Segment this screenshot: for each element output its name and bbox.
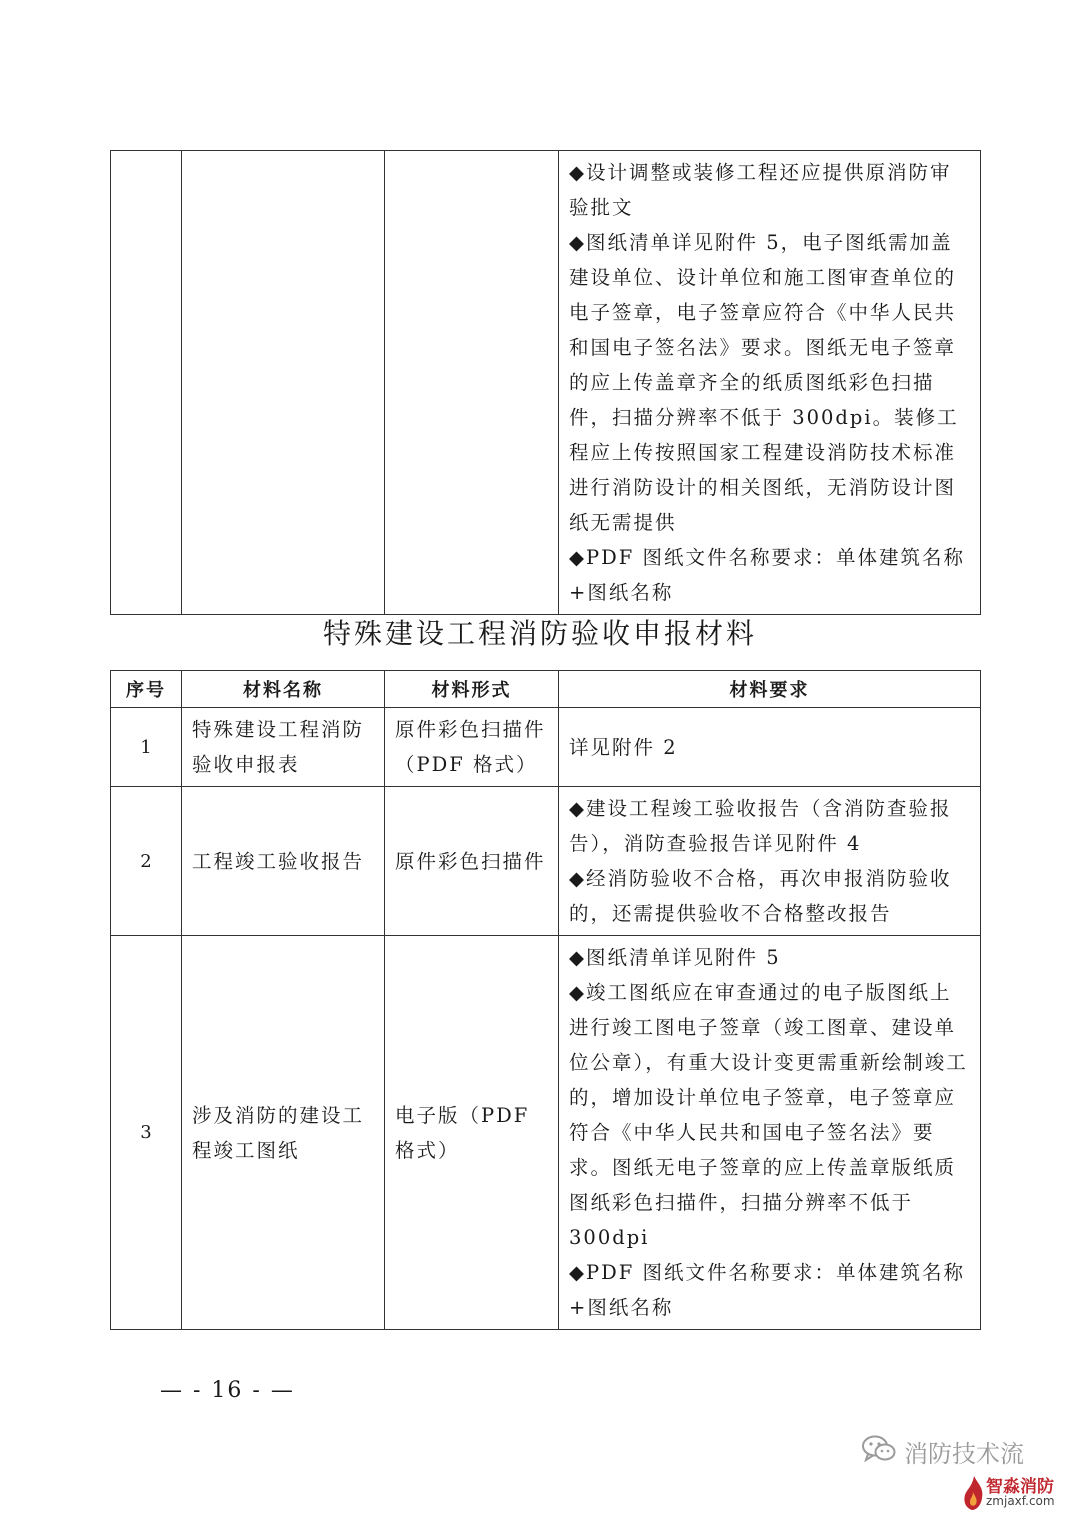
table-row	[111, 151, 981, 615]
table-row	[111, 787, 981, 936]
requirements-cell	[559, 787, 981, 936]
requirement-item: ◆PDF 图纸文件名称要求：单体建筑名称+图纸名称	[569, 546, 965, 604]
table-cell	[385, 151, 559, 615]
site-logo	[960, 1466, 1070, 1518]
requirement-item: ◆建设工程竣工验收报告（含消防查验报告），消防查验报告详见附件 4	[569, 797, 952, 855]
materials-table	[110, 670, 981, 1330]
material-name: 特殊建设工程消防验收申报表	[182, 708, 385, 787]
section-title: 特殊建设工程消防验收申报材料	[322, 617, 757, 650]
column-header-requirements: 材料要求	[559, 671, 981, 708]
requirement-item: ◆图纸清单详见附件 5	[569, 946, 781, 969]
material-form: 原件彩色扫描件（PDF 格式）	[385, 708, 559, 787]
requirement-item: ◆竣工图纸应在审查通过的电子版图纸上进行竣工图电子签章（竣工图章、建设单位公章），有重大设计变更需重新绘制竣工的，增加设计单位电子签章，电子签章应符合《中华人民共和国电子签名法》要求。图纸无电子签章的应上传盖章版纸质图纸彩色扫描件，扫描分辨率不低于 300dpi	[569, 981, 968, 1249]
flame-icon	[960, 1474, 988, 1514]
page-number: — - 16 - —	[160, 1378, 295, 1403]
table-cell	[182, 151, 385, 615]
continuation-table	[110, 150, 981, 615]
requirements-cell	[559, 151, 981, 615]
table-header-row	[111, 671, 981, 708]
requirement-item: ◆设计调整或装修工程还应提供原消防审验批文	[569, 161, 952, 219]
row-number: 3	[111, 936, 182, 1330]
watermark-text: 消防技术流	[904, 1440, 1024, 1468]
requirement-item: 详见附件 2	[569, 735, 678, 759]
logo-name: 智淼消防	[986, 1477, 1054, 1497]
requirement-item: ◆经消防验收不合格，再次申报消防验收的，还需提供验收不合格整改报告	[569, 867, 952, 925]
material-form: 原件彩色扫描件	[385, 787, 559, 936]
material-form: 电子版（PDF 格式）	[385, 936, 559, 1330]
wechat-icon	[862, 1435, 896, 1469]
watermark	[862, 1434, 1024, 1469]
column-header-name: 材料名称	[182, 671, 385, 708]
requirement-item: ◆图纸清单详见附件 5，电子图纸需加盖建设单位、设计单位和施工图审查单位的电子签章，电子签章应符合《中华人民共和国电子签名法》要求。图纸无电子签章的应上传盖章齐全的纸质图纸彩色扫描件，扫描分辨率不低于 300dpi。装修工程应上传按照国家工程建设消防技术标准进行消防设计的相关图纸，无消防设计图纸无需提供	[569, 231, 959, 534]
requirements-cell	[559, 708, 981, 787]
row-number: 1	[111, 708, 182, 787]
logo-url: zmjaxf.com	[986, 1494, 1055, 1508]
requirement-item: ◆PDF 图纸文件名称要求：单体建筑名称+图纸名称	[569, 1261, 965, 1319]
row-number: 2	[111, 787, 182, 936]
material-name: 涉及消防的建设工程竣工图纸	[182, 936, 385, 1330]
requirements-cell	[559, 936, 981, 1330]
table-row	[111, 708, 981, 787]
material-name: 工程竣工验收报告	[182, 787, 385, 936]
table-row	[111, 936, 981, 1330]
column-header-no: 序号	[111, 671, 182, 708]
column-header-form: 材料形式	[385, 671, 559, 708]
table-cell	[111, 151, 182, 615]
